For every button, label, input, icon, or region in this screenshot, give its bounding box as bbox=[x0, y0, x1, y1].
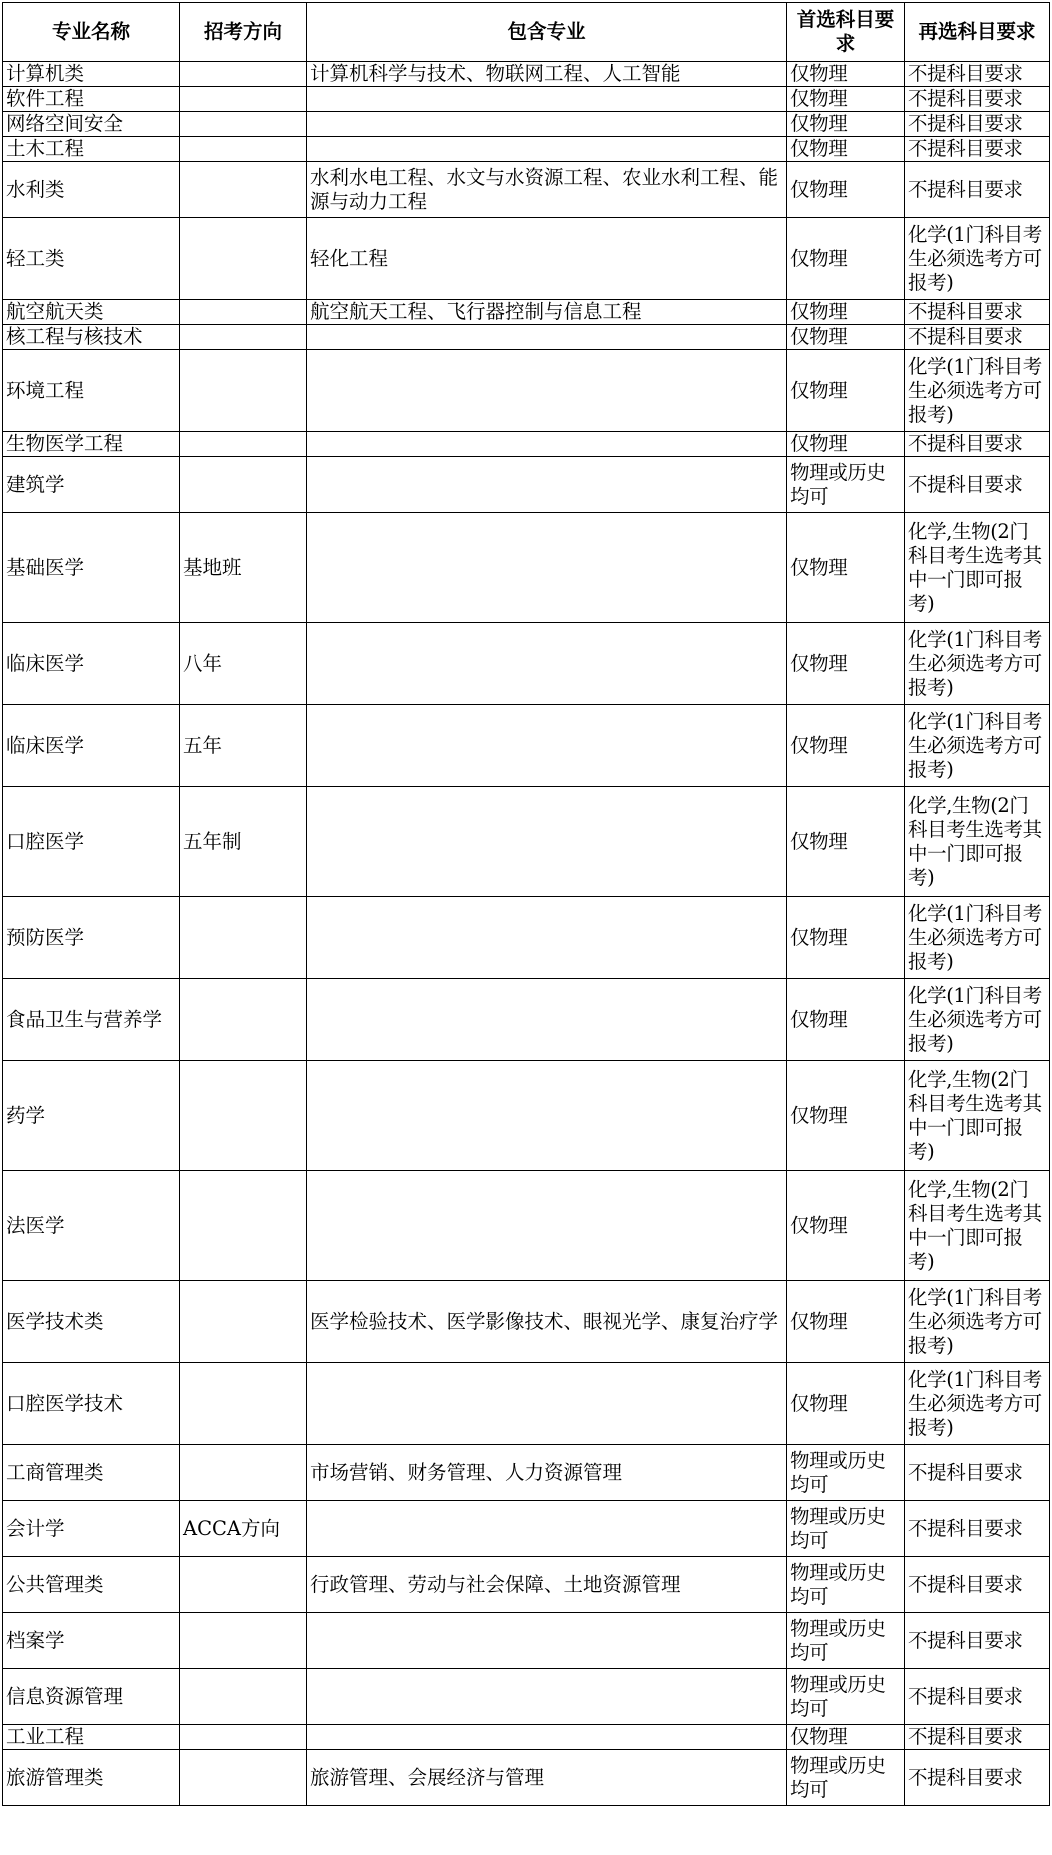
cell-included-majors bbox=[307, 979, 787, 1061]
table-row bbox=[3, 1557, 1050, 1613]
table-row bbox=[3, 1750, 1050, 1806]
cell-major-name: 食品卫生与营养学 bbox=[3, 979, 180, 1061]
cell-first-subject: 物理或历史均可 bbox=[787, 1669, 905, 1725]
cell-included-majors bbox=[307, 1061, 787, 1171]
cell-direction bbox=[180, 1613, 307, 1669]
cell-first-subject: 仅物理 bbox=[787, 112, 905, 137]
cell-first-subject: 物理或历史均可 bbox=[787, 1501, 905, 1557]
cell-included-majors bbox=[307, 1363, 787, 1445]
cell-included-majors bbox=[307, 1501, 787, 1557]
cell-first-subject: 仅物理 bbox=[787, 350, 905, 432]
table-row bbox=[3, 325, 1050, 350]
cell-second-subject: 不提科目要求 bbox=[905, 457, 1050, 513]
cell-first-subject: 仅物理 bbox=[787, 432, 905, 457]
cell-included-majors: 轻化工程 bbox=[307, 218, 787, 300]
cell-first-subject: 仅物理 bbox=[787, 162, 905, 218]
table-row bbox=[3, 62, 1050, 87]
cell-second-subject: 不提科目要求 bbox=[905, 162, 1050, 218]
cell-included-majors bbox=[307, 325, 787, 350]
cell-included-majors bbox=[307, 705, 787, 787]
cell-second-subject: 不提科目要求 bbox=[905, 300, 1050, 325]
cell-included-majors bbox=[307, 513, 787, 623]
cell-second-subject: 化学(1门科目考生必须选考方可报考) bbox=[905, 1281, 1050, 1363]
cell-direction bbox=[180, 897, 307, 979]
cell-second-subject: 化学(1门科目考生必须选考方可报考) bbox=[905, 897, 1050, 979]
cell-second-subject: 不提科目要求 bbox=[905, 325, 1050, 350]
cell-included-majors bbox=[307, 432, 787, 457]
cell-second-subject: 化学,生物(2门科目考生选考其中一门即可报考) bbox=[905, 513, 1050, 623]
table-row bbox=[3, 1363, 1050, 1445]
header-included-majors: 包含专业 bbox=[307, 3, 787, 62]
cell-included-majors bbox=[307, 1613, 787, 1669]
table-row bbox=[3, 1613, 1050, 1669]
cell-major-name: 工商管理类 bbox=[3, 1445, 180, 1501]
cell-direction bbox=[180, 1061, 307, 1171]
cell-major-name: 法医学 bbox=[3, 1171, 180, 1281]
cell-major-name: 航空航天类 bbox=[3, 300, 180, 325]
cell-second-subject: 化学,生物(2门科目考生选考其中一门即可报考) bbox=[905, 1171, 1050, 1281]
cell-first-subject: 仅物理 bbox=[787, 1725, 905, 1750]
table-body bbox=[3, 62, 1050, 1806]
cell-first-subject: 仅物理 bbox=[787, 1061, 905, 1171]
cell-direction bbox=[180, 1363, 307, 1445]
cell-included-majors bbox=[307, 137, 787, 162]
cell-first-subject: 仅物理 bbox=[787, 1281, 905, 1363]
cell-second-subject: 化学(1门科目考生必须选考方可报考) bbox=[905, 1363, 1050, 1445]
cell-direction bbox=[180, 432, 307, 457]
cell-second-subject: 不提科目要求 bbox=[905, 1725, 1050, 1750]
cell-direction bbox=[180, 137, 307, 162]
table-row bbox=[3, 1061, 1050, 1171]
cell-first-subject: 仅物理 bbox=[787, 1363, 905, 1445]
admission-requirements-table bbox=[2, 2, 1050, 1806]
cell-second-subject: 不提科目要求 bbox=[905, 1669, 1050, 1725]
cell-second-subject: 不提科目要求 bbox=[905, 137, 1050, 162]
table-row bbox=[3, 787, 1050, 897]
cell-direction bbox=[180, 1281, 307, 1363]
cell-major-name: 计算机类 bbox=[3, 62, 180, 87]
table-row bbox=[3, 1445, 1050, 1501]
cell-direction bbox=[180, 162, 307, 218]
table-row bbox=[3, 218, 1050, 300]
table-row bbox=[3, 897, 1050, 979]
cell-first-subject: 物理或历史均可 bbox=[787, 1445, 905, 1501]
cell-direction bbox=[180, 87, 307, 112]
cell-second-subject: 不提科目要求 bbox=[905, 87, 1050, 112]
cell-first-subject: 仅物理 bbox=[787, 787, 905, 897]
cell-direction: ACCA方向 bbox=[180, 1501, 307, 1557]
table-row bbox=[3, 350, 1050, 432]
cell-major-name: 建筑学 bbox=[3, 457, 180, 513]
cell-included-majors: 市场营销、财务管理、人力资源管理 bbox=[307, 1445, 787, 1501]
table-row bbox=[3, 300, 1050, 325]
cell-major-name: 公共管理类 bbox=[3, 1557, 180, 1613]
cell-second-subject: 不提科目要求 bbox=[905, 62, 1050, 87]
table-row bbox=[3, 513, 1050, 623]
header-direction: 招考方向 bbox=[180, 3, 307, 62]
cell-second-subject: 化学,生物(2门科目考生选考其中一门即可报考) bbox=[905, 1061, 1050, 1171]
table-row bbox=[3, 1171, 1050, 1281]
cell-first-subject: 仅物理 bbox=[787, 87, 905, 112]
cell-major-name: 会计学 bbox=[3, 1501, 180, 1557]
cell-included-majors bbox=[307, 787, 787, 897]
table-row bbox=[3, 137, 1050, 162]
cell-major-name: 口腔医学 bbox=[3, 787, 180, 897]
table-row bbox=[3, 432, 1050, 457]
cell-major-name: 软件工程 bbox=[3, 87, 180, 112]
cell-direction: 五年制 bbox=[180, 787, 307, 897]
table-row bbox=[3, 162, 1050, 218]
cell-major-name: 水利类 bbox=[3, 162, 180, 218]
cell-included-majors: 医学检验技术、医学影像技术、眼视光学、康复治疗学 bbox=[307, 1281, 787, 1363]
cell-major-name: 临床医学 bbox=[3, 623, 180, 705]
cell-included-majors: 航空航天工程、飞行器控制与信息工程 bbox=[307, 300, 787, 325]
cell-first-subject: 物理或历史均可 bbox=[787, 1557, 905, 1613]
cell-major-name: 工业工程 bbox=[3, 1725, 180, 1750]
header-major-name: 专业名称 bbox=[3, 3, 180, 62]
cell-major-name: 土木工程 bbox=[3, 137, 180, 162]
cell-direction bbox=[180, 1725, 307, 1750]
cell-first-subject: 物理或历史均可 bbox=[787, 1613, 905, 1669]
cell-direction bbox=[180, 457, 307, 513]
cell-direction bbox=[180, 979, 307, 1061]
cell-direction: 基地班 bbox=[180, 513, 307, 623]
cell-first-subject: 仅物理 bbox=[787, 300, 905, 325]
cell-major-name: 环境工程 bbox=[3, 350, 180, 432]
cell-direction bbox=[180, 1669, 307, 1725]
table-row bbox=[3, 979, 1050, 1061]
cell-second-subject: 化学(1门科目考生必须选考方可报考) bbox=[905, 623, 1050, 705]
cell-direction bbox=[180, 62, 307, 87]
cell-first-subject: 仅物理 bbox=[787, 325, 905, 350]
cell-second-subject: 不提科目要求 bbox=[905, 1557, 1050, 1613]
table-row bbox=[3, 1669, 1050, 1725]
cell-direction bbox=[180, 112, 307, 137]
cell-first-subject: 物理或历史均可 bbox=[787, 457, 905, 513]
cell-second-subject: 不提科目要求 bbox=[905, 1501, 1050, 1557]
cell-direction: 五年 bbox=[180, 705, 307, 787]
cell-major-name: 基础医学 bbox=[3, 513, 180, 623]
cell-direction bbox=[180, 1750, 307, 1806]
cell-second-subject: 化学(1门科目考生必须选考方可报考) bbox=[905, 218, 1050, 300]
cell-second-subject: 不提科目要求 bbox=[905, 1445, 1050, 1501]
cell-included-majors: 行政管理、劳动与社会保障、土地资源管理 bbox=[307, 1557, 787, 1613]
cell-included-majors bbox=[307, 350, 787, 432]
cell-direction bbox=[180, 350, 307, 432]
cell-included-majors: 旅游管理、会展经济与管理 bbox=[307, 1750, 787, 1806]
cell-major-name: 档案学 bbox=[3, 1613, 180, 1669]
cell-major-name: 临床医学 bbox=[3, 705, 180, 787]
cell-major-name: 网络空间安全 bbox=[3, 112, 180, 137]
cell-direction: 八年 bbox=[180, 623, 307, 705]
cell-second-subject: 不提科目要求 bbox=[905, 1613, 1050, 1669]
cell-included-majors bbox=[307, 623, 787, 705]
cell-first-subject: 仅物理 bbox=[787, 513, 905, 623]
cell-first-subject: 仅物理 bbox=[787, 1171, 905, 1281]
cell-first-subject: 仅物理 bbox=[787, 62, 905, 87]
table-row bbox=[3, 1725, 1050, 1750]
table-row bbox=[3, 1281, 1050, 1363]
cell-included-majors bbox=[307, 1725, 787, 1750]
table-row bbox=[3, 112, 1050, 137]
cell-direction bbox=[180, 1171, 307, 1281]
cell-major-name: 轻工类 bbox=[3, 218, 180, 300]
table-header-row bbox=[3, 3, 1050, 62]
cell-included-majors bbox=[307, 1669, 787, 1725]
cell-second-subject: 不提科目要求 bbox=[905, 112, 1050, 137]
cell-included-majors bbox=[307, 897, 787, 979]
cell-direction bbox=[180, 1445, 307, 1501]
cell-included-majors: 计算机科学与技术、物联网工程、人工智能 bbox=[307, 62, 787, 87]
cell-direction bbox=[180, 300, 307, 325]
table-row bbox=[3, 623, 1050, 705]
cell-included-majors bbox=[307, 457, 787, 513]
table-row bbox=[3, 457, 1050, 513]
header-first-subject: 首选科目要求 bbox=[787, 3, 905, 62]
cell-first-subject: 仅物理 bbox=[787, 705, 905, 787]
cell-first-subject: 仅物理 bbox=[787, 218, 905, 300]
cell-second-subject: 化学(1门科目考生必须选考方可报考) bbox=[905, 350, 1050, 432]
cell-first-subject: 仅物理 bbox=[787, 137, 905, 162]
cell-major-name: 预防医学 bbox=[3, 897, 180, 979]
cell-major-name: 生物医学工程 bbox=[3, 432, 180, 457]
table-row bbox=[3, 705, 1050, 787]
cell-direction bbox=[180, 325, 307, 350]
cell-second-subject: 不提科目要求 bbox=[905, 432, 1050, 457]
table-row bbox=[3, 1501, 1050, 1557]
cell-first-subject: 物理或历史均可 bbox=[787, 1750, 905, 1806]
cell-included-majors bbox=[307, 87, 787, 112]
cell-included-majors bbox=[307, 112, 787, 137]
cell-second-subject: 化学,生物(2门科目考生选考其中一门即可报考) bbox=[905, 787, 1050, 897]
cell-major-name: 医学技术类 bbox=[3, 1281, 180, 1363]
header-second-subject: 再选科目要求 bbox=[905, 3, 1050, 62]
cell-included-majors: 水利水电工程、水文与水资源工程、农业水利工程、能源与动力工程 bbox=[307, 162, 787, 218]
cell-first-subject: 仅物理 bbox=[787, 897, 905, 979]
cell-major-name: 核工程与核技术 bbox=[3, 325, 180, 350]
cell-second-subject: 不提科目要求 bbox=[905, 1750, 1050, 1806]
cell-second-subject: 化学(1门科目考生必须选考方可报考) bbox=[905, 979, 1050, 1061]
cell-second-subject: 化学(1门科目考生必须选考方可报考) bbox=[905, 705, 1050, 787]
cell-included-majors bbox=[307, 1171, 787, 1281]
cell-first-subject: 仅物理 bbox=[787, 623, 905, 705]
table-row bbox=[3, 87, 1050, 112]
cell-major-name: 信息资源管理 bbox=[3, 1669, 180, 1725]
cell-first-subject: 仅物理 bbox=[787, 979, 905, 1061]
cell-direction bbox=[180, 218, 307, 300]
cell-major-name: 口腔医学技术 bbox=[3, 1363, 180, 1445]
cell-direction bbox=[180, 1557, 307, 1613]
cell-major-name: 旅游管理类 bbox=[3, 1750, 180, 1806]
cell-major-name: 药学 bbox=[3, 1061, 180, 1171]
